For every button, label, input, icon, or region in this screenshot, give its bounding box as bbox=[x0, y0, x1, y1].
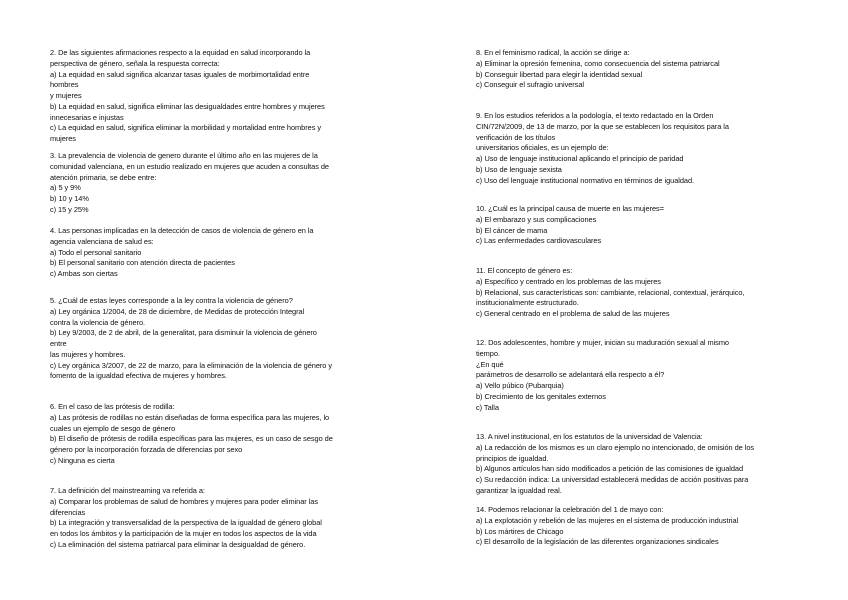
question-text: 4. Las personas implicadas en la detección de casos de violencia de género en la bbox=[50, 226, 314, 235]
question-line: c) General centrado en el problema de salud de las mujeres bbox=[476, 309, 670, 318]
question-2 bbox=[50, 48, 325, 145]
question-line: a) Eliminar la opresión femenina, como consecuencia del sistema patriarcal bbox=[476, 58, 720, 68]
question-text: 8. En el feminismo radical, la acción se dirige a: bbox=[476, 48, 630, 57]
question-line: b) 10 y 14% bbox=[50, 194, 89, 203]
question-line: contra la violencia de género. bbox=[50, 317, 146, 327]
question-line: a) Todo el personal sanitario bbox=[50, 247, 142, 257]
question-line: parámetros de desarrollo se adelantará ella respecto a él? bbox=[476, 370, 665, 380]
question-line: hombres bbox=[50, 80, 79, 90]
question-7 bbox=[50, 486, 322, 551]
question-line: y mujeres bbox=[50, 91, 82, 100]
question-line: las mujeres y hombres. bbox=[50, 349, 126, 359]
question-text: 12. Dos adolescentes, hombre y mujer, inician su maduración sexual al mismo bbox=[476, 338, 729, 347]
question-12 bbox=[476, 338, 729, 413]
question-line: mujeres bbox=[50, 134, 76, 143]
question-line: comunidad valenciana, en un estudio realizado en mujeres que acuden a consultas de bbox=[50, 161, 329, 171]
question-line: entre bbox=[50, 339, 67, 348]
question-text: 2. De las siguientes afirmaciones respecto a la equidad en salud incorporando la bbox=[50, 48, 311, 57]
question-5 bbox=[50, 296, 332, 382]
question-line: garantizar la igualdad real. bbox=[476, 485, 562, 495]
question-14 bbox=[476, 505, 738, 548]
question-line: a) 5 y 9% bbox=[50, 183, 81, 193]
question-line: agencia valenciana de salud es: bbox=[50, 236, 154, 246]
question-line: atención primaria, se debe entre: bbox=[50, 172, 157, 182]
question-line: perspectiva de género, señala la respuesta correcta: bbox=[50, 58, 220, 68]
question-line: a) El embarazo y sus complicaciones bbox=[476, 214, 597, 224]
question-line: a) Comparar los problemas de salud de hombres y mujeres para poder eliminar las bbox=[50, 496, 318, 506]
question-line: diferencias bbox=[50, 507, 86, 517]
question-line: c) Su redacción indica: La universidad establecerá medidas de acción positivas para bbox=[476, 475, 749, 484]
question-line: fomento de la igualdad efectiva de mujeres y hombres. bbox=[50, 371, 227, 381]
question-line: principios de igualdad. bbox=[476, 453, 549, 463]
question-4 bbox=[50, 226, 313, 280]
question-text: 10. ¿Cuál es la principal causa de muerte en las mujeres= bbox=[476, 204, 664, 213]
question-line: género por la incorporación forzada de diferencias por sexo bbox=[50, 445, 243, 454]
question-line: b) Conseguir libertad para elegir la identidad sexual bbox=[476, 69, 643, 79]
question-line: institucionalmente estructurado. bbox=[476, 298, 579, 308]
question-line: tiempo. bbox=[476, 348, 500, 358]
question-line: universitarios oficiales, es un ejemplo de: bbox=[476, 143, 609, 153]
question-line: c) Ninguna es cierta bbox=[50, 455, 115, 465]
question-line: b) Ley 9/2003, de 2 de abril, de la generalitat, para disminuir la violencia de género bbox=[50, 328, 317, 338]
question-line: b) Uso de lenguaje sexista bbox=[476, 164, 562, 174]
question-line: b) El cáncer de mama bbox=[476, 225, 548, 235]
question-text: 6. En el caso de las prótesis de rodilla: bbox=[50, 402, 175, 411]
question-line: c) El desarrollo de la legislación de las diferentes organizaciones sindicales bbox=[476, 537, 719, 547]
question-line: b) Los mártires de Chicago bbox=[476, 526, 564, 536]
question-text: 3. La prevalencia de violencia de genero durante el último año en las mujeres de la bbox=[50, 151, 318, 160]
question-line: cuales un ejemplo de sesgo de género bbox=[50, 423, 176, 433]
question-13 bbox=[476, 432, 754, 497]
question-line: ¿En qué bbox=[476, 359, 504, 369]
question-line: b) Algunos artículos han sido modificados a petición de las comisiones de igualdad bbox=[476, 464, 744, 474]
question-line: a) Específico y centrado en los problemas de las mujeres bbox=[476, 276, 661, 286]
question-line: verificación de los títulos bbox=[476, 132, 556, 142]
question-line: innecesarias e injustas bbox=[50, 112, 124, 122]
question-line: CIN/72N/2009, de 13 de marzo, por la que se establecen los requisitos para la bbox=[476, 121, 729, 131]
question-line: b) La equidad en salud, significa eliminar las desigualdades entre hombres y mujeres bbox=[50, 101, 325, 111]
question-line: c) Talla bbox=[476, 402, 499, 412]
question-8 bbox=[476, 48, 720, 91]
question-line: c) Uso del lenguaje institucional normativo en términos de igualdad. bbox=[476, 175, 695, 185]
question-line: c) Las enfermedades cardiovasculares bbox=[476, 236, 602, 246]
question-line: b) El diseño de prótesis de rodilla específicas para las mujeres, es un caso de sesgo de bbox=[50, 434, 333, 444]
question-10 bbox=[476, 204, 664, 247]
question-line: c) La eliminación del sistema patriarcal para eliminar la desigualdad de género. bbox=[50, 539, 306, 549]
question-line: c) Ambas son ciertas bbox=[50, 269, 118, 278]
question-line: b) La integración y transversalidad de la perspectiva de la igualdad de género global bbox=[50, 518, 322, 528]
question-text: 13. A nivel institucional, en los estatutos de la universidad de Valencia: bbox=[476, 432, 703, 441]
question-text: 14. Podemos relacionar la celebración del 1 de mayo con: bbox=[476, 505, 664, 514]
question-line: a) Las prótesis de rodillas no están diseñadas de forma específica para las mujeres, lo bbox=[50, 412, 330, 422]
question-text: 9. En los estudios referidos a la podología, el texto redactado en la Orden bbox=[476, 111, 714, 120]
question-line: c) La equidad en salud, significa eliminar la morbilidad y mortalidad entre hombres y bbox=[50, 123, 321, 133]
question-line: c) Conseguir el sufragio universal bbox=[476, 80, 584, 90]
question-text: 11. El concepto de género es: bbox=[476, 266, 573, 275]
question-line: a) Uso de lenguaje institucional aplicando el principio de paridad bbox=[476, 154, 684, 163]
question-line: a) La equidad en salud significa alcanzar tasas iguales de morbimortalidad entre bbox=[50, 69, 310, 79]
question-3 bbox=[50, 151, 329, 216]
question-line: a) Ley orgánica 1/2004, de 28 de diciembre, de Medidas de protección Integral bbox=[50, 306, 305, 316]
question-line: b) Crecimiento de los genitales externos bbox=[476, 391, 606, 401]
question-6 bbox=[50, 402, 333, 467]
question-line: a) Vello púbico (Pubarquia) bbox=[476, 381, 564, 390]
question-line: a) La redacción de los mismos es un claro ejemplo no intencionado, de omisión de los bbox=[476, 442, 755, 452]
question-line: c) Ley orgánica 3/2007, de 22 de marzo, para la eliminación de la violencia de género y bbox=[50, 360, 333, 370]
question-9 bbox=[476, 111, 729, 186]
question-text: 5. ¿Cuál de estas leyes corresponde a la ley contra la violencia de género? bbox=[50, 296, 293, 305]
question-line: en todos los ámbitos y la participación de la mujer en todos los aspectos de la vida bbox=[50, 529, 317, 538]
question-line: b) El personal sanitario con atención directa de pacientes bbox=[50, 258, 235, 268]
question-line: c) 15 y 25% bbox=[50, 204, 89, 214]
question-11 bbox=[476, 266, 744, 320]
question-text: 7. La definición del mainstreaming va referida a: bbox=[50, 486, 205, 495]
question-line: b) Relacional, sus características son: cambiante, relacional, contextual, jerárquico, bbox=[476, 287, 745, 297]
question-line: a) La explotación y rebelión de las mujeres en el sistema de producción industrial bbox=[476, 515, 739, 525]
